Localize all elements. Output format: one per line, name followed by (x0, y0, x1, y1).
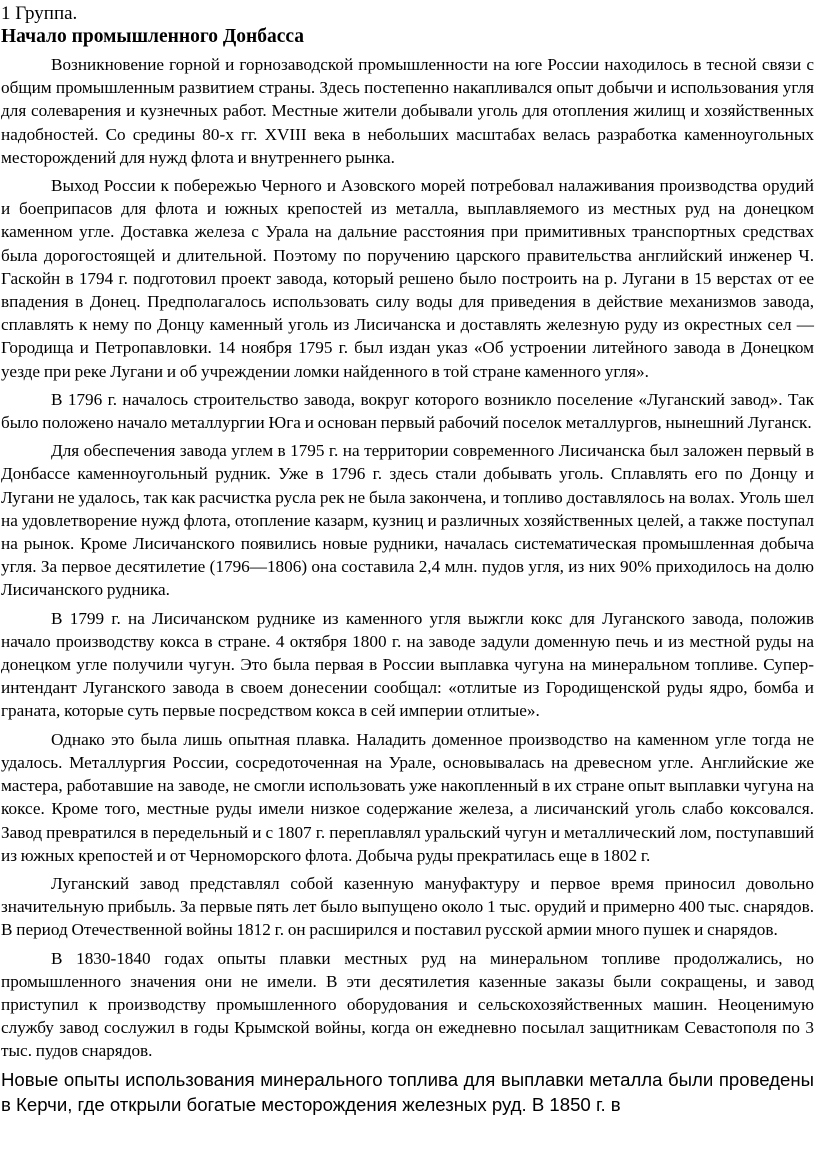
paragraph-8: В 1830-1840 годах опыты плавки местных руд на минеральном топливе продолжались, но промышленного значения они не имели. В эти десятилетия казенные заказы были сокращены, и завод приступил к производству промышленного оборудования и сельскохозяйственных машин. Неоценимую службу завод сослужил в годы Крымской войны, когда он ежедневно посылал защитникам Севастополя по 3 тыс. пудов снарядов. (1, 948, 814, 1061)
paragraph-7: Луганский завод представлял собой казенную мануфактуру и первое время приносил довольно значительную прибыль. За первые пять лет было выпущено около 1 тыс. орудий и примерно 400 тыс. снарядов. В период Отечественной войны 1812 г. он расширился и поставил русской армии много пушек и снарядов. (1, 873, 814, 940)
group-label: 1 Группа. (1, 3, 78, 24)
paragraph-6: Однако это была лишь опытная плавка. Наладить доменное производство на каменном угле тогда не удалось. Металлургия России, сосредоточенная на Урале, основывалась на древесном угле. Английские же мастера, работавшие на заводе, не смогли использовать уже накопленный в их стране опыт выплавки чугуна на коксе. Кроме того, местные руды имели низкое содержание железа, а лисичанский уголь слабо коксовался. Завод превратился в передельный и с 1807 г. переплавлял уральский чугун и металлический лом, поступавший из южных крепостей и от Черноморского флота. Добыча руды прекратилась еще в 1802 г. (1, 729, 814, 865)
document-title: Начало промышленного Донбасса (1, 26, 305, 47)
paragraph-2: Выход России к побережью Черного и Азовского морей потребовал налаживания производства орудий и боеприпасов для флота и южных крепостей из металла, выплавляемого из местных руд на донецком каменном угле. Доставка железа с Урала на дальние расстояния при примитивных транспортных средствах была дорогостоящей и длительной. Поэтому по поручению царского правительства английский инженер Ч. Гаскойн в 1794 г. подготовил проект завода, который решено было построить на р. Лугани в 15 верстах от ее впадения в Донец. Предполагалось использовать силу воды для приведения в действие механизмов завода, сплавлять к нему по Донцу каменный уголь из Лисичанска и доставлять железную руду из окрестных сел — Городища и Петропавловки. 14 ноября 1795 г. был издан указ «Об устроении литейного завода в Донецком уезде при реке Лугани и об учреждении ломки найденного в той стране каменного угля». (1, 176, 814, 381)
tail-paragraph: Новые опыты использования минерального топлива для выплавки металла были проведены в Керчи, где открыли богатые месторождения железных руд. В 1850 г. в (1, 1068, 814, 1115)
paragraph-3: В 1796 г. началось строительство завода, вокруг которого возникло поселение «Луганский завод». Так было положено начало металлургии Юга и основан первый рабочий поселок металлургов, нынешний Луганск. (1, 389, 814, 433)
paragraph-4: Для обеспечения завода углем в 1795 г. на территории современного Лисичанска был заложен первый в Донбассе каменноугольный рудник. Уже в 1796 г. здесь стали добывать уголь. Сплавлять его по Донцу и Лугани не удалось, так как расчистка русла рек не была закончена, и топливо доставлялось на волах. Уголь шел на удовлетворение нужд флота, отопление казарм, кузниц и различных хозяйственных целей, а также поступал на рынок. Кроме Лисичанского появились новые рудники, началась систематическая промышленная добыча угля. За первое десятилетие (1796—1806) она составила 2,4 млн. пудов угля, из них 90% приходилось на долю Лисичанского рудника. (1, 441, 814, 600)
paragraph-5: В 1799 г. на Лисичанском руднике из каменного угля выжгли кокс для Луганского завода, положив начало производству кокса в стране. 4 октября 1800 г. на заводе задули доменную печь и из местной руды на донецком угле получили чугун. Это была первая в России выплавка чугуна на минеральном топливе. Супер-интендант Луганского завода в своем донесении сообщал: «отлитые из Городищенской руды ядро, бомба и граната, которые суть первые посредством кокса в сей империи отлитые». (1, 608, 814, 721)
paragraph-1: Возникновение горной и горнозаводской промышленности на юге России находилось в тесной связи с общим промышленным развитием страны. Здесь постепенно накапливался опыт добычи и использования угля для солеварения и кузнечных работ. Местные жители добывали уголь для отопления жилищ и хозяйственных надобностей. Со средины 80-х гг. XVIII века в небольших масштабах велась разработка каменноугольных месторождений для нужд флота и внутреннего рынка. (1, 55, 814, 167)
